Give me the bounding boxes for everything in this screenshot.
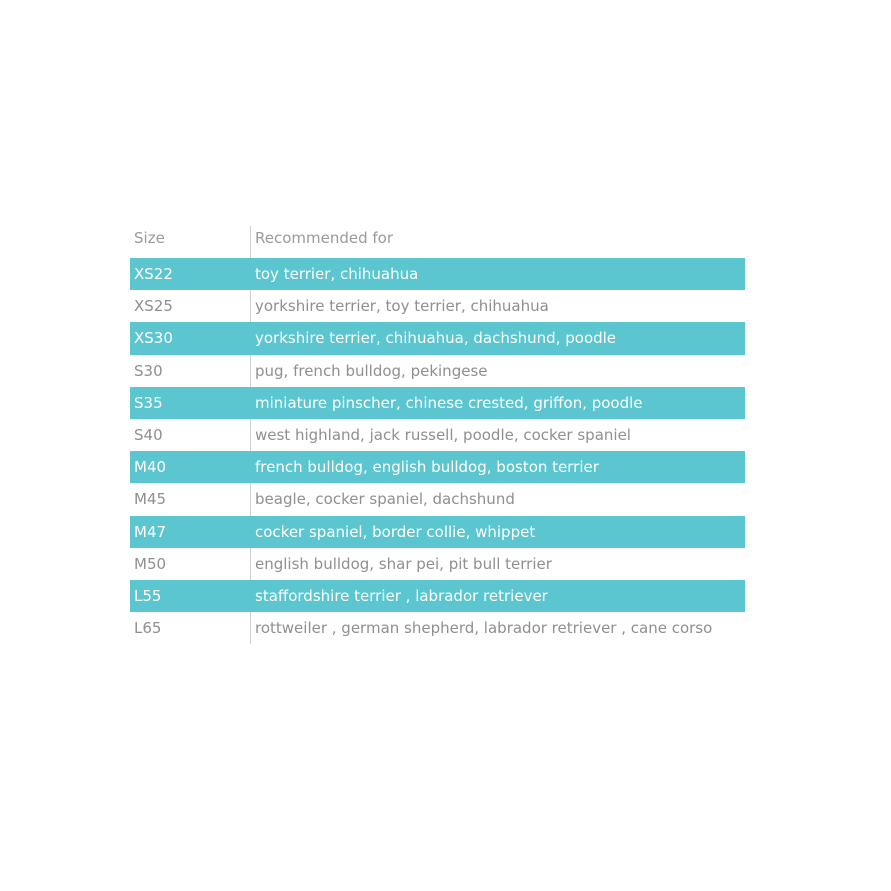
size-cell: M45 bbox=[134, 490, 167, 509]
recommended-cell: miniature pinscher, chinese crested, griffon, poodle bbox=[255, 393, 643, 412]
recommended-cell: yorkshire terrier, chihuahua, dachshund, poodle bbox=[255, 329, 617, 348]
size-cell: XS25 bbox=[134, 297, 173, 316]
recommended-cell: yorkshire terrier, toy terrier, chihuahua bbox=[255, 297, 549, 316]
table-row bbox=[130, 451, 745, 483]
size-cell: XS22 bbox=[134, 265, 173, 283]
table-row bbox=[130, 580, 745, 612]
size-cell: L55 bbox=[134, 586, 162, 605]
table-row bbox=[130, 419, 745, 451]
table-row bbox=[130, 258, 745, 290]
table-row bbox=[130, 548, 745, 580]
recommended-cell: rottweiler , german shepherd, labrador retriever , cane corso bbox=[255, 619, 713, 638]
table-row bbox=[130, 322, 745, 354]
recommended-cell: pug, french bulldog, pekingese bbox=[255, 361, 488, 380]
size-cell: L65 bbox=[134, 619, 162, 638]
size-cell: S40 bbox=[134, 425, 163, 444]
recommended-cell: english bulldog, shar pei, pit bull terrier bbox=[255, 554, 552, 573]
recommended-cell: french bulldog, english bulldog, boston terrier bbox=[255, 458, 599, 477]
header-size: Size bbox=[134, 229, 165, 247]
table-row bbox=[130, 483, 745, 515]
size-cell: M40 bbox=[134, 458, 167, 477]
size-cell: S30 bbox=[134, 361, 163, 380]
size-cell: XS30 bbox=[134, 329, 173, 348]
size-cell: S35 bbox=[134, 393, 163, 412]
table-row bbox=[130, 355, 745, 387]
recommended-cell: west highland, jack russell, poodle, cocker spaniel bbox=[255, 425, 631, 444]
table-row bbox=[130, 290, 745, 322]
recommended-cell: staffordshire terrier , labrador retriever bbox=[255, 586, 548, 605]
table-row bbox=[130, 612, 745, 644]
recommended-cell: beagle, cocker spaniel, dachshund bbox=[255, 490, 515, 509]
table-row bbox=[130, 516, 745, 548]
header-recommended: Recommended for bbox=[255, 229, 394, 247]
size-cell: M50 bbox=[134, 554, 167, 573]
recommended-cell: cocker spaniel, border collie, whippet bbox=[255, 522, 536, 541]
size-table bbox=[130, 222, 745, 644]
recommended-cell: toy terrier, chihuahua bbox=[255, 265, 419, 283]
size-cell: M47 bbox=[134, 522, 167, 541]
table-row bbox=[130, 387, 745, 419]
table-header bbox=[130, 222, 745, 258]
